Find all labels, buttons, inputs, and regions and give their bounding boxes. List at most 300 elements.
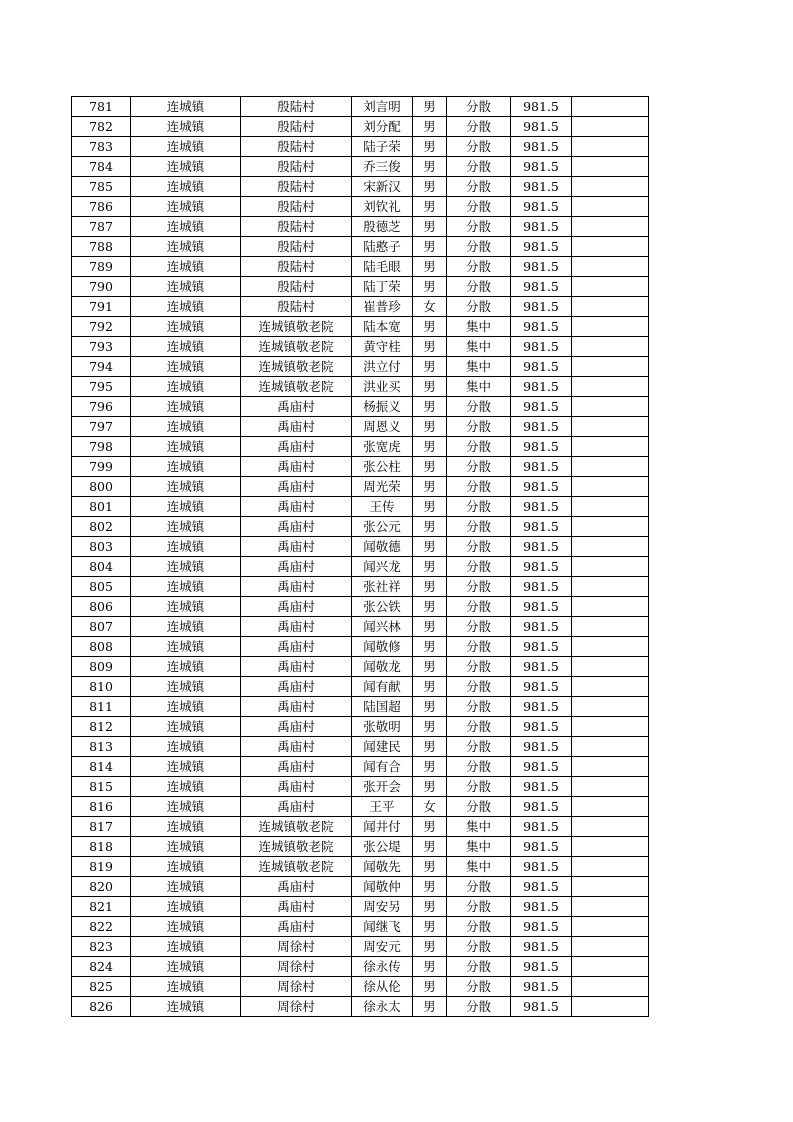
cell-gender: 男 (413, 477, 447, 497)
cell-gender: 男 (413, 897, 447, 917)
cell-village: 周徐村 (241, 957, 352, 977)
table-row (72, 677, 649, 697)
cell-village: 禹庙村 (241, 697, 352, 717)
table-row (72, 957, 649, 977)
cell-remark (572, 757, 649, 777)
cell-row-number: 790 (72, 277, 131, 297)
cell-village: 禹庙村 (241, 917, 352, 937)
cell-village: 连城镇敬老院 (241, 337, 352, 357)
cell-row-number: 787 (72, 217, 131, 237)
cell-name: 陆本宽 (352, 317, 413, 337)
cell-gender: 男 (413, 197, 447, 217)
cell-support-type: 分散 (447, 557, 511, 577)
cell-support-type: 分散 (447, 517, 511, 537)
cell-gender: 男 (413, 277, 447, 297)
cell-town: 连城镇 (131, 897, 241, 917)
table-row (72, 917, 649, 937)
cell-amount: 981.5 (511, 897, 572, 917)
cell-row-number: 785 (72, 177, 131, 197)
cell-gender: 男 (413, 577, 447, 597)
cell-village: 禹庙村 (241, 897, 352, 917)
cell-amount: 981.5 (511, 157, 572, 177)
cell-town: 连城镇 (131, 277, 241, 297)
cell-town: 连城镇 (131, 437, 241, 457)
cell-gender: 男 (413, 317, 447, 337)
cell-gender: 男 (413, 357, 447, 377)
table-row (72, 697, 649, 717)
cell-remark (572, 997, 649, 1017)
cell-village: 禹庙村 (241, 657, 352, 677)
cell-amount: 981.5 (511, 977, 572, 997)
cell-row-number: 815 (72, 777, 131, 797)
cell-remark (572, 637, 649, 657)
cell-gender: 男 (413, 497, 447, 517)
cell-town: 连城镇 (131, 417, 241, 437)
cell-town: 连城镇 (131, 377, 241, 397)
cell-town: 连城镇 (131, 757, 241, 777)
cell-name: 乔三俊 (352, 157, 413, 177)
table-row (72, 197, 649, 217)
cell-remark (572, 617, 649, 637)
cell-village: 连城镇敬老院 (241, 837, 352, 857)
cell-town: 连城镇 (131, 697, 241, 717)
cell-amount: 981.5 (511, 637, 572, 657)
cell-town: 连城镇 (131, 457, 241, 477)
table-row (72, 557, 649, 577)
cell-amount: 981.5 (511, 517, 572, 537)
cell-gender: 男 (413, 957, 447, 977)
cell-name: 闻兴龙 (352, 557, 413, 577)
cell-row-number: 820 (72, 877, 131, 897)
cell-gender: 男 (413, 217, 447, 237)
cell-support-type: 分散 (447, 477, 511, 497)
cell-amount: 981.5 (511, 437, 572, 457)
cell-name: 张社祥 (352, 577, 413, 597)
cell-town: 连城镇 (131, 817, 241, 837)
table-row (72, 257, 649, 277)
cell-amount: 981.5 (511, 337, 572, 357)
cell-village: 禹庙村 (241, 477, 352, 497)
table-row (72, 417, 649, 437)
cell-gender: 男 (413, 417, 447, 437)
cell-name: 闻敬龙 (352, 657, 413, 677)
cell-town: 连城镇 (131, 937, 241, 957)
table-row (72, 137, 649, 157)
cell-gender: 男 (413, 917, 447, 937)
cell-name: 闻敬德 (352, 537, 413, 557)
cell-remark (572, 177, 649, 197)
cell-amount: 981.5 (511, 757, 572, 777)
cell-remark (572, 417, 649, 437)
cell-gender: 男 (413, 977, 447, 997)
cell-support-type: 分散 (447, 157, 511, 177)
table-row (72, 217, 649, 237)
cell-village: 连城镇敬老院 (241, 377, 352, 397)
cell-row-number: 817 (72, 817, 131, 837)
cell-village: 周徐村 (241, 977, 352, 997)
cell-remark (572, 677, 649, 697)
cell-row-number: 801 (72, 497, 131, 517)
cell-village: 连城镇敬老院 (241, 357, 352, 377)
cell-town: 连城镇 (131, 337, 241, 357)
cell-town: 连城镇 (131, 837, 241, 857)
cell-town: 连城镇 (131, 797, 241, 817)
table-row (72, 937, 649, 957)
cell-town: 连城镇 (131, 297, 241, 317)
cell-remark (572, 457, 649, 477)
cell-support-type: 分散 (447, 657, 511, 677)
cell-village: 禹庙村 (241, 777, 352, 797)
cell-town: 连城镇 (131, 877, 241, 897)
cell-amount: 981.5 (511, 917, 572, 937)
cell-support-type: 分散 (447, 797, 511, 817)
table-row (72, 797, 649, 817)
cell-name: 刘分配 (352, 117, 413, 137)
cell-village: 禹庙村 (241, 537, 352, 557)
cell-amount: 981.5 (511, 257, 572, 277)
table-row (72, 357, 649, 377)
cell-amount: 981.5 (511, 657, 572, 677)
cell-gender: 男 (413, 777, 447, 797)
cell-remark (572, 257, 649, 277)
cell-name: 张宽虎 (352, 437, 413, 457)
cell-amount: 981.5 (511, 557, 572, 577)
cell-support-type: 分散 (447, 457, 511, 477)
table-row (72, 337, 649, 357)
cell-gender: 男 (413, 117, 447, 137)
cell-gender: 男 (413, 757, 447, 777)
cell-name: 王传 (352, 497, 413, 517)
cell-support-type: 分散 (447, 977, 511, 997)
cell-remark (572, 737, 649, 757)
cell-remark (572, 117, 649, 137)
cell-village: 殷陆村 (241, 177, 352, 197)
cell-village: 禹庙村 (241, 497, 352, 517)
table-row (72, 877, 649, 897)
cell-town: 连城镇 (131, 397, 241, 417)
cell-name: 徐永传 (352, 957, 413, 977)
cell-remark (572, 897, 649, 917)
cell-village: 殷陆村 (241, 97, 352, 117)
table-row (72, 897, 649, 917)
table-row (72, 777, 649, 797)
cell-amount: 981.5 (511, 737, 572, 757)
cell-remark (572, 797, 649, 817)
cell-support-type: 分散 (447, 177, 511, 197)
cell-town: 连城镇 (131, 977, 241, 997)
cell-amount: 981.5 (511, 297, 572, 317)
cell-amount: 981.5 (511, 357, 572, 377)
cell-gender: 男 (413, 637, 447, 657)
cell-row-number: 816 (72, 797, 131, 817)
cell-town: 连城镇 (131, 117, 241, 137)
cell-row-number: 825 (72, 977, 131, 997)
cell-remark (572, 157, 649, 177)
cell-town: 连城镇 (131, 777, 241, 797)
cell-name: 闻继飞 (352, 917, 413, 937)
cell-remark (572, 137, 649, 157)
cell-gender: 男 (413, 997, 447, 1017)
cell-village: 殷陆村 (241, 197, 352, 217)
cell-amount: 981.5 (511, 457, 572, 477)
table-row (72, 817, 649, 837)
cell-row-number: 818 (72, 837, 131, 857)
cell-row-number: 805 (72, 577, 131, 597)
cell-remark (572, 877, 649, 897)
cell-amount: 981.5 (511, 617, 572, 637)
cell-row-number: 813 (72, 737, 131, 757)
cell-name: 闻敬先 (352, 857, 413, 877)
cell-row-number: 793 (72, 337, 131, 357)
table-body (72, 97, 649, 1017)
cell-name: 闻兴林 (352, 617, 413, 637)
cell-amount: 981.5 (511, 97, 572, 117)
cell-gender: 男 (413, 97, 447, 117)
cell-village: 周徐村 (241, 997, 352, 1017)
cell-support-type: 集中 (447, 357, 511, 377)
cell-row-number: 798 (72, 437, 131, 457)
cell-amount: 981.5 (511, 857, 572, 877)
cell-name: 徐永太 (352, 997, 413, 1017)
cell-row-number: 784 (72, 157, 131, 177)
cell-amount: 981.5 (511, 817, 572, 837)
cell-row-number: 796 (72, 397, 131, 417)
cell-village: 禹庙村 (241, 877, 352, 897)
cell-gender: 男 (413, 257, 447, 277)
cell-town: 连城镇 (131, 617, 241, 637)
cell-row-number: 824 (72, 957, 131, 977)
cell-remark (572, 197, 649, 217)
cell-amount: 981.5 (511, 797, 572, 817)
table-row (72, 497, 649, 517)
cell-name: 周恩义 (352, 417, 413, 437)
cell-name: 周光荣 (352, 477, 413, 497)
cell-support-type: 集中 (447, 857, 511, 877)
cell-row-number: 826 (72, 997, 131, 1017)
cell-name: 张公柱 (352, 457, 413, 477)
cell-village: 禹庙村 (241, 737, 352, 757)
cell-town: 连城镇 (131, 677, 241, 697)
cell-support-type: 分散 (447, 257, 511, 277)
cell-support-type: 分散 (447, 537, 511, 557)
cell-remark (572, 857, 649, 877)
cell-support-type: 分散 (447, 757, 511, 777)
cell-name: 洪业买 (352, 377, 413, 397)
cell-support-type: 集中 (447, 337, 511, 357)
cell-remark (572, 517, 649, 537)
cell-gender: 男 (413, 377, 447, 397)
table-row (72, 397, 649, 417)
cell-gender: 男 (413, 137, 447, 157)
cell-support-type: 分散 (447, 957, 511, 977)
cell-remark (572, 917, 649, 937)
table-row (72, 177, 649, 197)
cell-remark (572, 697, 649, 717)
cell-row-number: 792 (72, 317, 131, 337)
cell-town: 连城镇 (131, 997, 241, 1017)
cell-name: 周安元 (352, 937, 413, 957)
cell-support-type: 分散 (447, 917, 511, 937)
cell-remark (572, 237, 649, 257)
cell-remark (572, 837, 649, 857)
table-row (72, 597, 649, 617)
cell-amount: 981.5 (511, 117, 572, 137)
cell-amount: 981.5 (511, 597, 572, 617)
cell-name: 张开会 (352, 777, 413, 797)
cell-amount: 981.5 (511, 377, 572, 397)
cell-remark (572, 337, 649, 357)
cell-row-number: 822 (72, 917, 131, 937)
cell-village: 殷陆村 (241, 277, 352, 297)
cell-village: 禹庙村 (241, 557, 352, 577)
cell-remark (572, 537, 649, 557)
cell-name: 陆憨子 (352, 237, 413, 257)
cell-row-number: 800 (72, 477, 131, 497)
cell-support-type: 分散 (447, 717, 511, 737)
cell-row-number: 808 (72, 637, 131, 657)
cell-amount: 981.5 (511, 697, 572, 717)
table-row (72, 97, 649, 117)
cell-support-type: 集中 (447, 837, 511, 857)
cell-remark (572, 397, 649, 417)
cell-gender: 男 (413, 457, 447, 477)
cell-row-number: 812 (72, 717, 131, 737)
cell-remark (572, 277, 649, 297)
cell-remark (572, 777, 649, 797)
cell-support-type: 分散 (447, 617, 511, 637)
cell-amount: 981.5 (511, 177, 572, 197)
cell-village: 禹庙村 (241, 437, 352, 457)
cell-village: 连城镇敬老院 (241, 317, 352, 337)
cell-town: 连城镇 (131, 477, 241, 497)
cell-town: 连城镇 (131, 197, 241, 217)
cell-support-type: 分散 (447, 97, 511, 117)
cell-name: 张敬明 (352, 717, 413, 737)
cell-gender: 男 (413, 657, 447, 677)
cell-row-number: 811 (72, 697, 131, 717)
cell-name: 闻敬修 (352, 637, 413, 657)
table-row (72, 857, 649, 877)
cell-support-type: 分散 (447, 577, 511, 597)
cell-village: 禹庙村 (241, 417, 352, 437)
cell-remark (572, 377, 649, 397)
cell-amount: 981.5 (511, 577, 572, 597)
table-row (72, 617, 649, 637)
cell-gender: 男 (413, 397, 447, 417)
cell-village: 禹庙村 (241, 757, 352, 777)
cell-support-type: 分散 (447, 997, 511, 1017)
table-row (72, 517, 649, 537)
cell-support-type: 分散 (447, 297, 511, 317)
cell-town: 连城镇 (131, 357, 241, 377)
cell-amount: 981.5 (511, 837, 572, 857)
cell-support-type: 集中 (447, 317, 511, 337)
cell-remark (572, 497, 649, 517)
cell-row-number: 782 (72, 117, 131, 137)
cell-amount: 981.5 (511, 937, 572, 957)
cell-remark (572, 657, 649, 677)
cell-gender: 男 (413, 677, 447, 697)
cell-row-number: 821 (72, 897, 131, 917)
cell-support-type: 分散 (447, 897, 511, 917)
cell-gender: 男 (413, 177, 447, 197)
cell-remark (572, 597, 649, 617)
cell-town: 连城镇 (131, 97, 241, 117)
cell-amount: 981.5 (511, 317, 572, 337)
cell-remark (572, 557, 649, 577)
cell-gender: 男 (413, 337, 447, 357)
cell-town: 连城镇 (131, 597, 241, 617)
cell-support-type: 分散 (447, 637, 511, 657)
cell-support-type: 集中 (447, 377, 511, 397)
table-row (72, 457, 649, 477)
cell-row-number: 823 (72, 937, 131, 957)
cell-remark (572, 977, 649, 997)
cell-gender: 男 (413, 697, 447, 717)
cell-town: 连城镇 (131, 537, 241, 557)
cell-row-number: 807 (72, 617, 131, 637)
cell-amount: 981.5 (511, 877, 572, 897)
table-row (72, 377, 649, 397)
cell-amount: 981.5 (511, 277, 572, 297)
cell-gender: 男 (413, 837, 447, 857)
cell-remark (572, 717, 649, 737)
cell-name: 宋新汉 (352, 177, 413, 197)
cell-gender: 男 (413, 937, 447, 957)
cell-name: 陆毛眼 (352, 257, 413, 277)
cell-village: 殷陆村 (241, 297, 352, 317)
cell-gender: 女 (413, 297, 447, 317)
cell-row-number: 814 (72, 757, 131, 777)
cell-remark (572, 957, 649, 977)
cell-town: 连城镇 (131, 517, 241, 537)
cell-row-number: 809 (72, 657, 131, 677)
table-row (72, 977, 649, 997)
cell-row-number: 781 (72, 97, 131, 117)
cell-gender: 男 (413, 877, 447, 897)
cell-support-type: 分散 (447, 277, 511, 297)
cell-village: 殷陆村 (241, 217, 352, 237)
cell-town: 连城镇 (131, 857, 241, 877)
cell-village: 连城镇敬老院 (241, 857, 352, 877)
cell-support-type: 分散 (447, 197, 511, 217)
data-table (71, 96, 649, 1017)
cell-support-type: 分散 (447, 597, 511, 617)
cell-support-type: 分散 (447, 217, 511, 237)
cell-gender: 男 (413, 237, 447, 257)
cell-town: 连城镇 (131, 557, 241, 577)
cell-village: 殷陆村 (241, 117, 352, 137)
table-row (72, 737, 649, 757)
cell-town: 连城镇 (131, 237, 241, 257)
cell-row-number: 789 (72, 257, 131, 277)
cell-row-number: 794 (72, 357, 131, 377)
cell-row-number: 803 (72, 537, 131, 557)
cell-town: 连城镇 (131, 737, 241, 757)
cell-town: 连城镇 (131, 177, 241, 197)
cell-town: 连城镇 (131, 257, 241, 277)
cell-remark (572, 817, 649, 837)
cell-support-type: 分散 (447, 237, 511, 257)
cell-row-number: 795 (72, 377, 131, 397)
cell-gender: 男 (413, 437, 447, 457)
cell-gender: 男 (413, 617, 447, 637)
cell-village: 连城镇敬老院 (241, 817, 352, 837)
table-row (72, 717, 649, 737)
cell-name: 徐从伦 (352, 977, 413, 997)
cell-town: 连城镇 (131, 157, 241, 177)
cell-name: 陆国超 (352, 697, 413, 717)
